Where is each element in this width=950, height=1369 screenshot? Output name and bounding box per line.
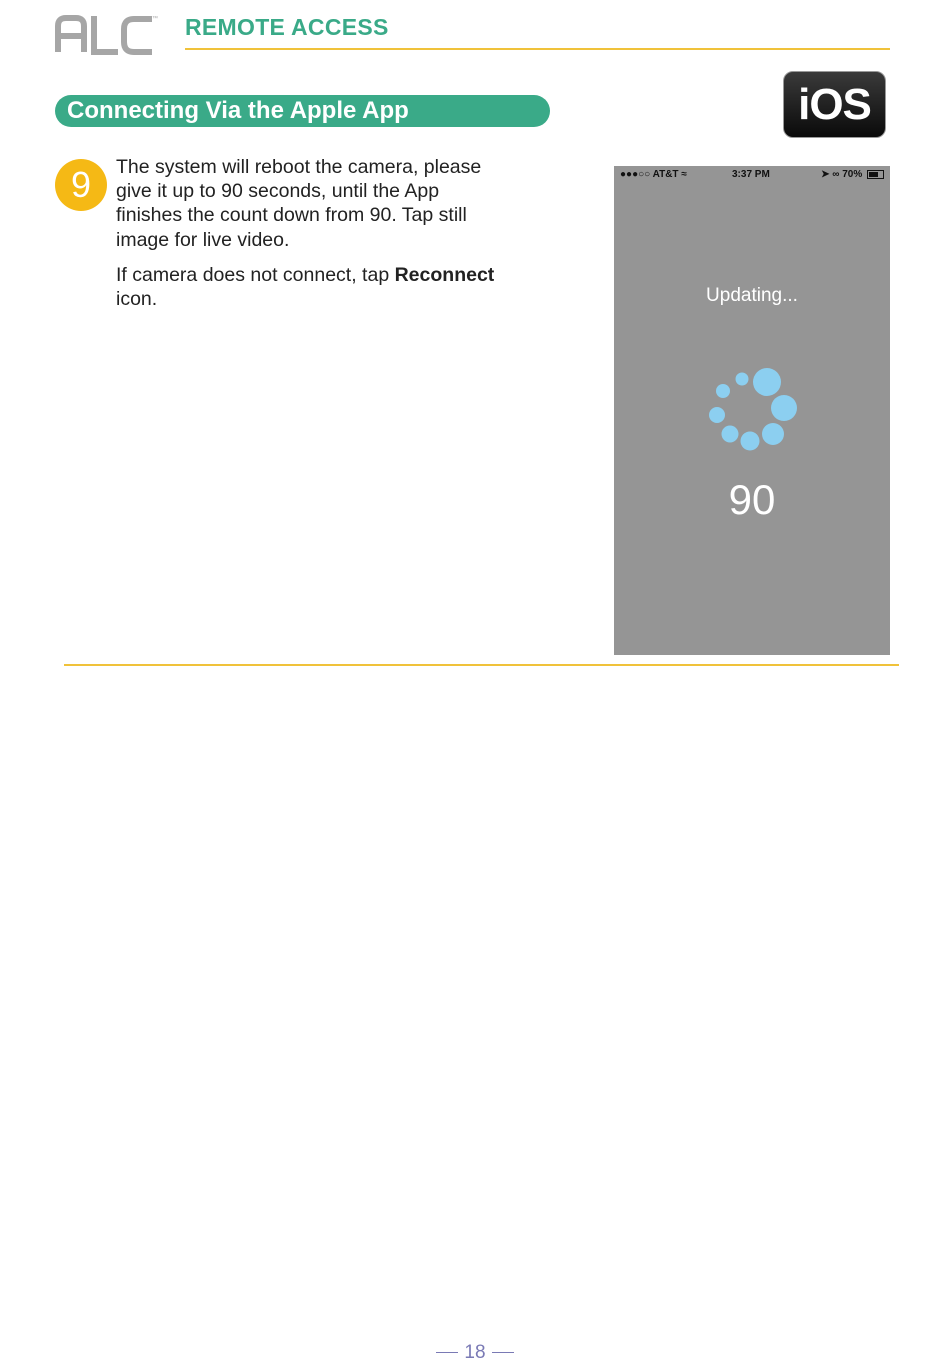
step-paragraph-2-suffix: icon. [116, 288, 158, 311]
page-number [0, 1342, 950, 1364]
carrier-signal [620, 169, 687, 180]
page-dash-left [436, 1352, 458, 1353]
status-bar [614, 166, 890, 184]
location-icon: ➤ [821, 169, 830, 180]
phone-screenshot[interactable] [614, 166, 890, 655]
battery-percent: 70% [842, 169, 863, 180]
step-instructions [116, 155, 496, 322]
wifi-icon: ≈ [681, 169, 687, 180]
countdown-value: 90 [728, 476, 776, 523]
page-number-value: 18 [464, 1342, 486, 1363]
step-number: 9 [55, 159, 107, 211]
spinner-dot [762, 423, 784, 445]
reconnect-label: Reconnect [394, 263, 495, 286]
updating-label: Updating... [706, 285, 798, 306]
spinner-dot [741, 432, 760, 451]
status-right [821, 169, 884, 180]
spinner-dot [716, 384, 730, 398]
header-title: REMOTE ACCESS [185, 14, 389, 40]
trademark-symbol: ™ [152, 16, 158, 22]
carrier-label: ●●●○○ AT&T [620, 169, 679, 180]
page-dash-right [492, 1352, 514, 1353]
step-paragraph-1: The system will reboot the camera, please give it up to 90 seconds, until the App finishes the count down from 90. Tap still image for live video. [116, 156, 482, 251]
loading-spinner-icon [614, 356, 890, 456]
step-paragraph-2-prefix: If camera does not connect, tap [116, 263, 390, 286]
spinner-dot [736, 373, 749, 386]
spinner-dot [709, 407, 725, 423]
spinner-dot [771, 395, 797, 421]
spinner-dot [722, 426, 739, 443]
step-paragraph-2 [116, 263, 496, 311]
bluetooth-icon: ∞ [832, 169, 840, 180]
section-title: Connecting Via the Apple App [55, 95, 550, 127]
alc-logo [54, 10, 164, 58]
header-divider [185, 48, 890, 50]
battery-fill [869, 172, 878, 177]
spinner-dot [753, 368, 781, 396]
battery-icon [867, 170, 884, 179]
ios-badge: iOS [783, 71, 886, 138]
section-divider [64, 664, 899, 666]
status-time: 3:37 PM [732, 169, 770, 180]
